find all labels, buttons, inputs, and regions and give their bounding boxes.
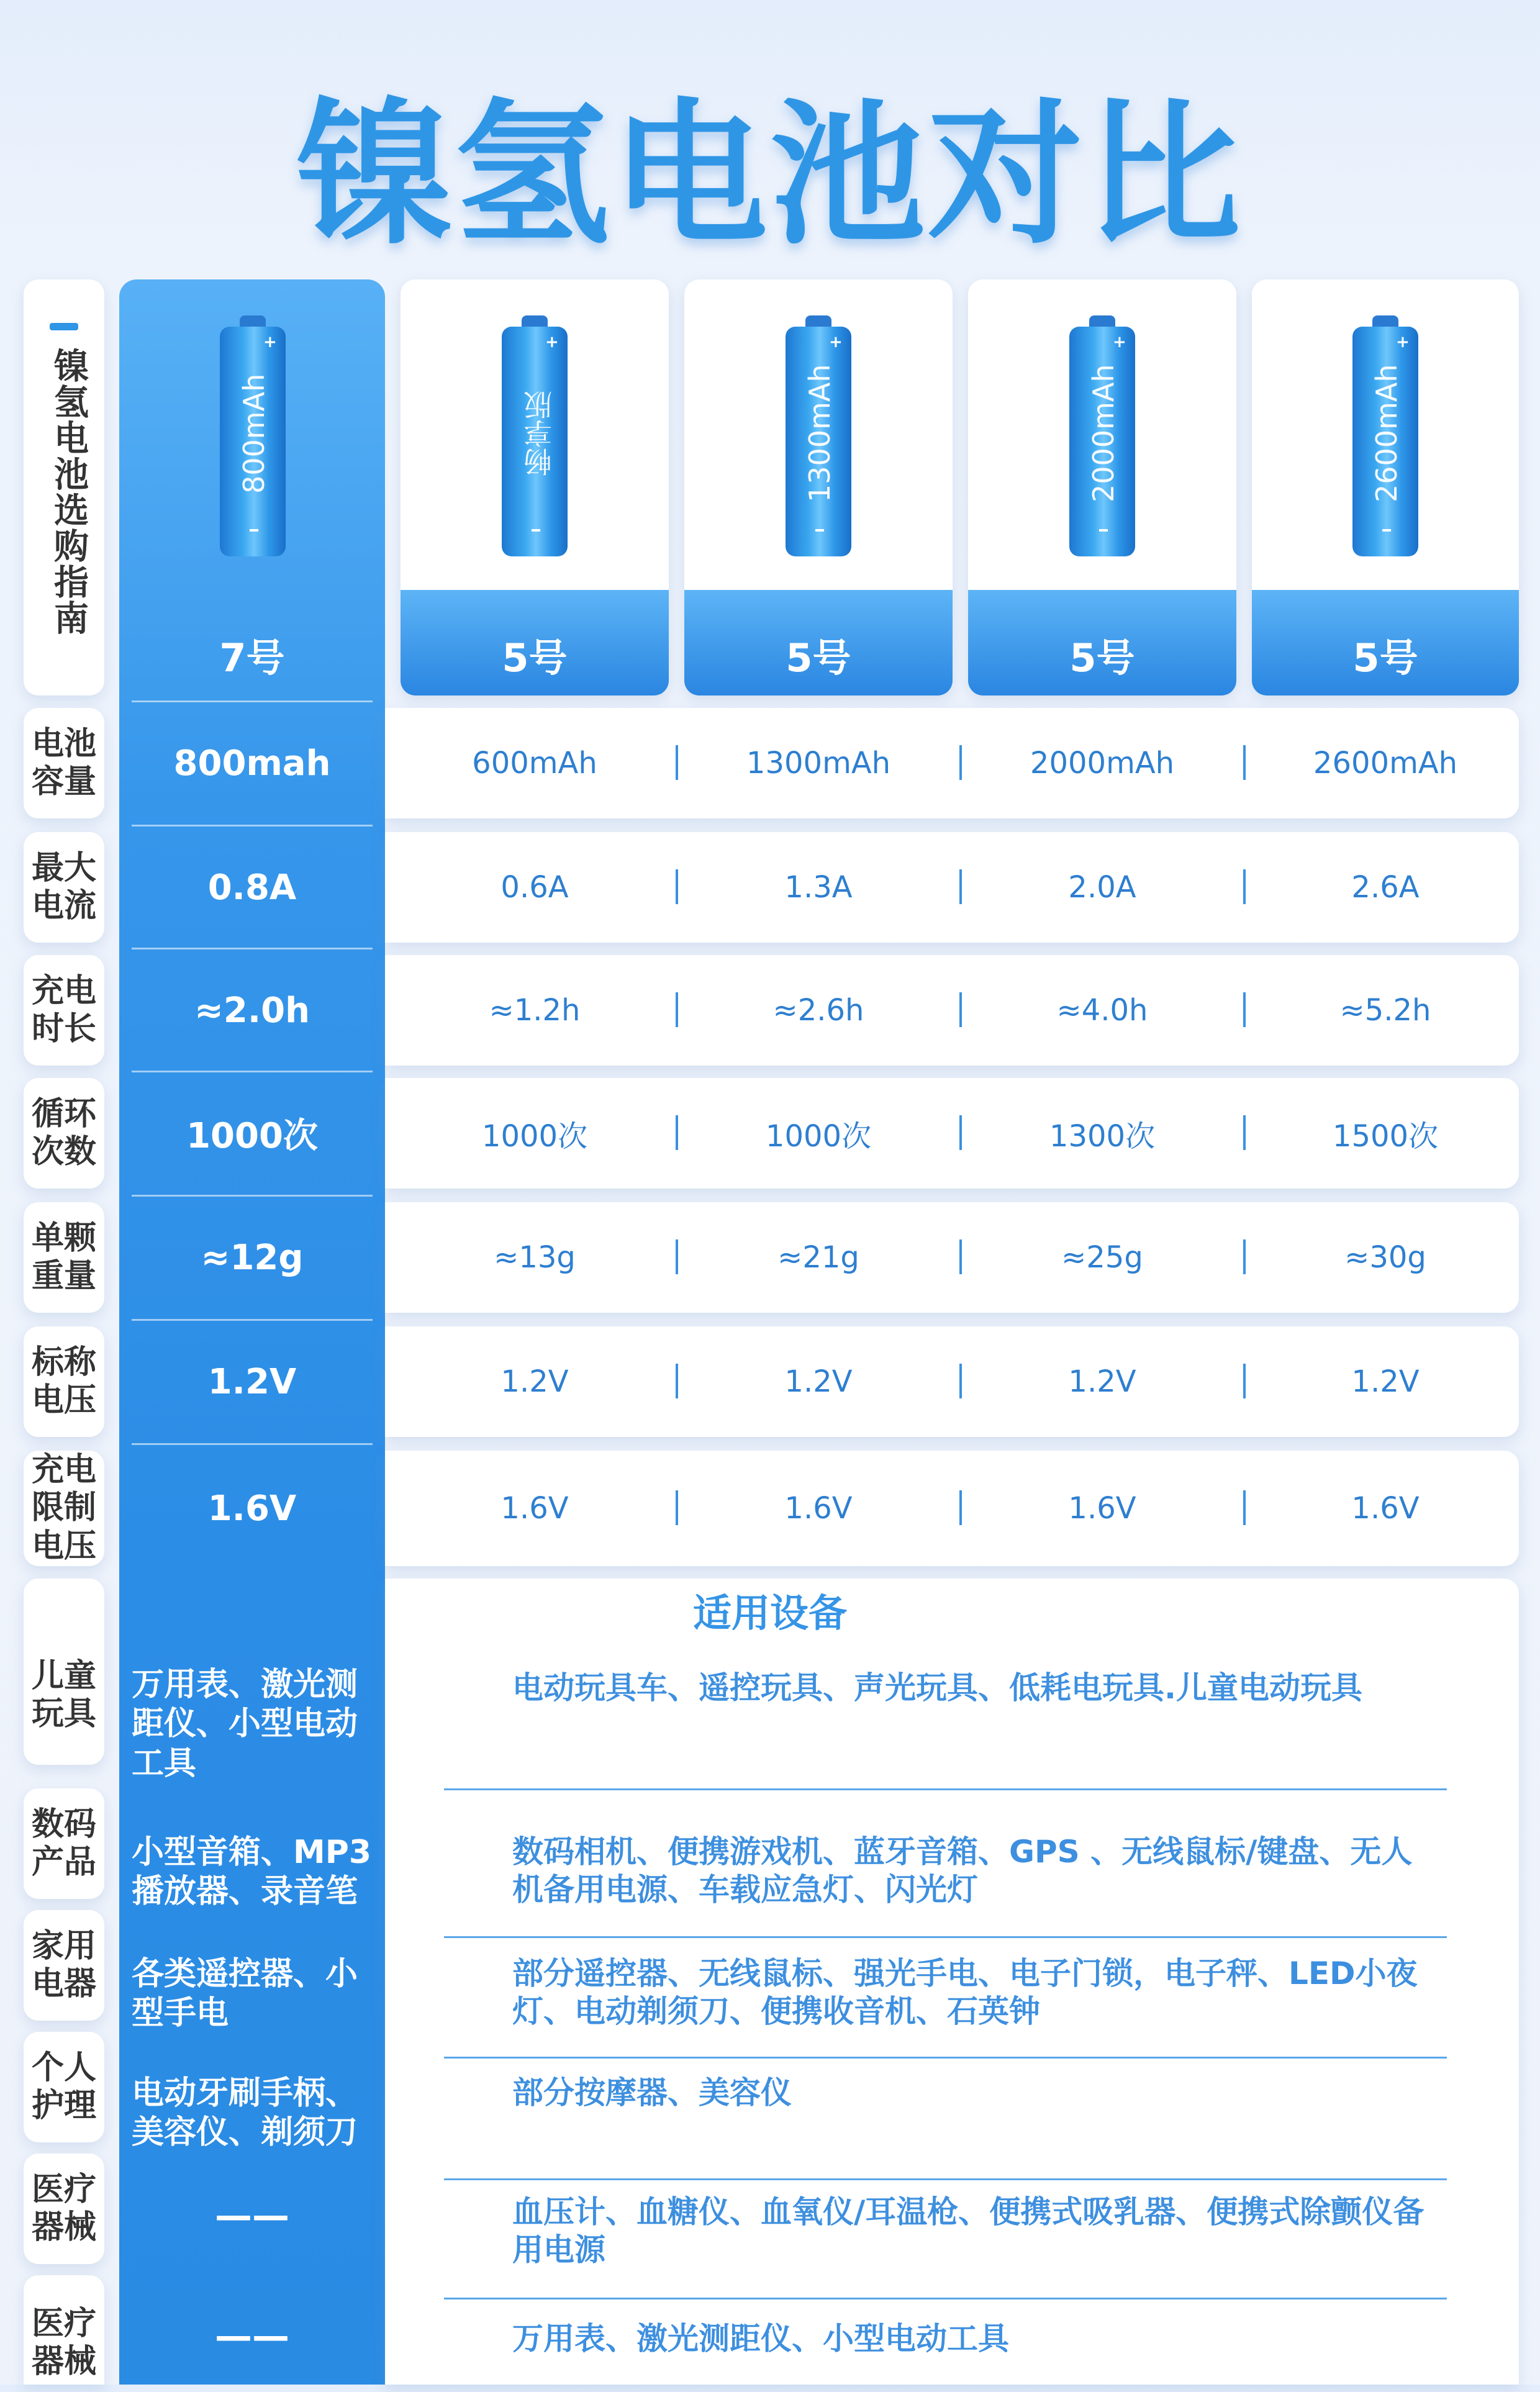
column-divider bbox=[676, 745, 678, 780]
spec-value: 1.2V bbox=[1351, 1364, 1420, 1399]
spec-value: ≈13g bbox=[494, 1240, 576, 1275]
highlight-use-text: —— bbox=[215, 2314, 289, 2358]
column-divider bbox=[676, 869, 678, 904]
column-divider bbox=[959, 1364, 962, 1398]
spec-value: 1.6V bbox=[500, 1491, 569, 1526]
category-label: 医疗器械 bbox=[31, 2170, 96, 2246]
spec-value: 2000mAh bbox=[1030, 746, 1175, 781]
size-label: 5号 bbox=[1069, 635, 1135, 681]
spec-value: ≈30g bbox=[1344, 1240, 1426, 1275]
highlight-use-text: 万用表、激光测距仪、小型电动工具 bbox=[132, 1666, 358, 1782]
device-list: 万用表、激光测距仪、小型电动工具 bbox=[512, 2321, 1009, 2357]
spec-value: 1.2V bbox=[500, 1364, 569, 1399]
spec-value: 1.6V bbox=[1351, 1491, 1420, 1526]
column-divider bbox=[676, 1364, 678, 1398]
category-label: 医疗器械 bbox=[31, 2305, 96, 2381]
device-list: 部分遥控器、无线鼠标、强光手电、电子门锁，电子秤、LED小夜灯、电动剃须刀、便携收音机、石英钟 bbox=[512, 1955, 1418, 2029]
category-label: 个人护理 bbox=[31, 2049, 96, 2124]
battery-capacity-label: 畅享版 bbox=[523, 391, 556, 476]
spec-label: 电池容量 bbox=[31, 725, 96, 800]
highlight-value: 1.2V bbox=[207, 1361, 297, 1402]
battery-capacity-label: 800mAh bbox=[237, 373, 271, 494]
spec-label: 循环次数 bbox=[31, 1095, 96, 1171]
spec-value: ≈5.2h bbox=[1339, 993, 1431, 1028]
battery-capacity-label: 2000mAh bbox=[1087, 364, 1120, 503]
highlight-use-text: 小型音箱、MP3播放器、录音笔 bbox=[132, 1834, 372, 1911]
device-list: 血压计、血糖仪、血氧仪/耳温枪、便携式吸乳器、便携式除颤仪备用电源 bbox=[512, 2194, 1424, 2268]
column-divider bbox=[676, 1115, 678, 1150]
column-divider bbox=[676, 1239, 678, 1274]
spec-label: 充电限制电压 bbox=[31, 1451, 96, 1565]
battery-icon: + 1300mAh bbox=[786, 315, 851, 556]
column-divider bbox=[676, 992, 678, 1027]
highlight-use-text: 各类遥控器、小型手电 bbox=[132, 1955, 358, 2032]
spec-value: 1.6V bbox=[1068, 1491, 1136, 1526]
category-label: 儿童玩具 bbox=[31, 1657, 96, 1733]
device-list: 数码相机、便携游戏机、蓝牙音箱、GPS 、无线鼠标/键盘、无人机备用电源、车载应急灯、闪光灯 bbox=[512, 1834, 1413, 1908]
category-label: 家用电器 bbox=[31, 1927, 96, 2003]
spec-label: 标称电压 bbox=[31, 1343, 96, 1419]
highlight-value: 1.6V bbox=[207, 1488, 297, 1529]
battery-capacity-label: 2600mAh bbox=[1370, 364, 1403, 503]
highlight-use-text: —— bbox=[215, 2194, 289, 2237]
spec-value: 2.6A bbox=[1351, 870, 1420, 905]
highlight-use-text: 电动牙刷手柄、美容仪、剃须刀 bbox=[132, 2075, 358, 2152]
battery-icon: + 畅享版 bbox=[502, 315, 568, 556]
spec-value: 1.3A bbox=[784, 870, 853, 905]
spec-value: 0.6A bbox=[500, 870, 569, 905]
guide-accent-bar bbox=[50, 323, 78, 330]
column-divider bbox=[959, 1490, 962, 1525]
spec-value: 1300mAh bbox=[746, 746, 891, 781]
highlight-value: ≈2.0h bbox=[194, 990, 310, 1031]
device-list: 部分按摩器、美容仪 bbox=[512, 2075, 792, 2111]
spec-value: 1.2V bbox=[1068, 1364, 1136, 1399]
size-label: 5号 bbox=[1352, 635, 1418, 681]
page-title: 镍氢电池对比 bbox=[297, 84, 1243, 265]
highlight-value: 0.8A bbox=[207, 867, 297, 908]
column-divider bbox=[959, 1239, 962, 1274]
spec-value: 1000次 bbox=[765, 1118, 872, 1154]
spec-value: 1300次 bbox=[1049, 1118, 1156, 1154]
row-divider bbox=[444, 2057, 1447, 2059]
size-label: 5号 bbox=[502, 635, 568, 681]
battery-capacity-label: 1300mAh bbox=[803, 364, 836, 503]
column-divider bbox=[676, 1490, 678, 1525]
size-label: 7号 bbox=[219, 635, 285, 681]
spec-value: 1.2V bbox=[784, 1364, 853, 1399]
column-divider bbox=[1243, 1115, 1246, 1150]
row-divider bbox=[444, 2298, 1447, 2299]
row-divider bbox=[444, 1936, 1447, 1938]
column-divider bbox=[1243, 869, 1246, 904]
spec-value: 1500次 bbox=[1332, 1118, 1439, 1154]
device-list: 电动玩具车、遥控玩具、声光玩具、低耗电玩具.儿童电动玩具 bbox=[512, 1670, 1362, 1706]
spec-value: ≈4.0h bbox=[1056, 993, 1148, 1028]
battery-icon: + 2000mAh bbox=[1069, 315, 1135, 556]
row-divider bbox=[444, 2178, 1447, 2180]
column-divider bbox=[1243, 1490, 1246, 1525]
battery-icon: + 800mAh bbox=[220, 315, 286, 556]
spec-value: 2.0A bbox=[1068, 870, 1136, 905]
category-label: 数码产品 bbox=[31, 1805, 96, 1881]
column-divider bbox=[959, 869, 962, 904]
spec-value: 600mAh bbox=[472, 746, 597, 781]
column-divider bbox=[1243, 745, 1246, 780]
column-divider bbox=[959, 992, 962, 1027]
highlight-value: 800mah bbox=[173, 743, 331, 784]
spec-value: 2600mAh bbox=[1313, 746, 1458, 781]
spec-value: 1000次 bbox=[481, 1118, 588, 1154]
column-divider bbox=[959, 745, 962, 780]
row-divider bbox=[444, 1788, 1447, 1790]
battery-icon: + 2600mAh bbox=[1352, 315, 1418, 556]
column-divider bbox=[1243, 992, 1246, 1027]
column-divider bbox=[1243, 1239, 1246, 1274]
size-label: 5号 bbox=[786, 635, 851, 681]
spec-value: ≈21g bbox=[777, 1240, 859, 1275]
spec-label: 最大电流 bbox=[31, 849, 96, 925]
uses-title: 适用设备 bbox=[692, 1590, 847, 1636]
spec-value: 1.6V bbox=[784, 1491, 853, 1526]
column-divider bbox=[1243, 1364, 1246, 1398]
spec-value: ≈2.6h bbox=[772, 993, 864, 1028]
spec-value: ≈25g bbox=[1061, 1240, 1143, 1275]
spec-value: ≈1.2h bbox=[489, 993, 581, 1028]
spec-label: 充电时长 bbox=[31, 972, 96, 1048]
highlight-value: 1000次 bbox=[186, 1116, 318, 1156]
spec-label: 单颗重量 bbox=[31, 1219, 96, 1295]
highlight-value: ≈12g bbox=[201, 1237, 304, 1278]
column-divider bbox=[959, 1115, 962, 1150]
guide-label: 镍氢电池选购指南 bbox=[48, 348, 89, 636]
